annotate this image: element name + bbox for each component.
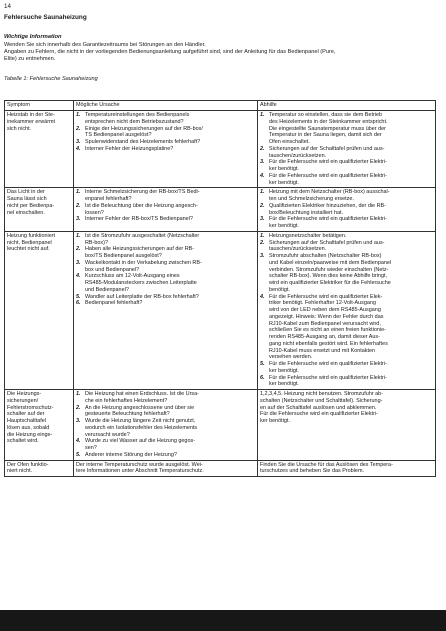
list-item xyxy=(76,391,255,405)
list-item xyxy=(76,438,255,452)
text-line: Temperatur in der Sauna liegen, damit sich der xyxy=(269,132,382,139)
item-number: 4. xyxy=(76,145,81,152)
text-line: ten und Schmelzsicherung ersetze. xyxy=(269,196,354,202)
text-line: box/TS Bedienpanel ausgelöst? xyxy=(85,253,162,259)
item-text xyxy=(269,146,433,160)
text-line: sich nicht. xyxy=(7,125,32,132)
list-item xyxy=(76,146,255,153)
text-line: Hauptschalttafel xyxy=(7,418,46,424)
list-item xyxy=(76,112,255,126)
text-line: Der interne Temperaturschutz wurde ausgelöst. Wei- xyxy=(76,461,203,468)
text-line: Finden Sie die Ursache für das Auslösen des Tempera- xyxy=(260,461,393,468)
text-line: RS485-Modulansteckers zwischen Leiterplatte xyxy=(85,280,197,286)
text-line: 1,2,3,4,5. Heizung nicht benutzen. Stromzufuhr ab- xyxy=(260,391,384,397)
symptom-cell xyxy=(5,390,74,461)
item-number: 2. xyxy=(76,125,81,132)
remedy-cell xyxy=(258,111,436,188)
text-line: enpanel fehlerhaft? xyxy=(85,196,132,202)
item-number: 3. xyxy=(76,418,81,424)
item-text xyxy=(269,112,433,146)
item-text xyxy=(269,375,433,389)
section-title: Fehlersuche Saunaheizung xyxy=(4,14,87,21)
item-number: 4. xyxy=(260,293,265,300)
cause-cell xyxy=(74,111,258,188)
text-line: schaltet wird. xyxy=(7,438,39,445)
text-line: lösen aus, sobald xyxy=(7,424,50,431)
text-line: ker benötigt. xyxy=(269,367,299,374)
text-line: gesteuerte Beleuchtung fehlerhaft? xyxy=(85,411,170,418)
text-line: gang nicht ebenfalls gestört wird. Ein fehlerhaftes xyxy=(269,340,388,347)
item-text xyxy=(85,273,255,293)
text-line: verursacht wurde? xyxy=(85,431,130,438)
item-number: 1. xyxy=(76,232,81,239)
list-item xyxy=(76,246,255,260)
list-item xyxy=(260,233,433,240)
table-row xyxy=(5,460,436,477)
text-line: schalten (Netzschalter und Schalttafel). Sicherung- xyxy=(260,397,383,404)
list-item xyxy=(76,273,255,293)
table-header-row xyxy=(5,101,436,111)
list-item xyxy=(76,233,255,247)
item-number: 2. xyxy=(260,202,265,209)
item-text xyxy=(269,189,433,203)
text-line: Heizung funktioniert xyxy=(7,232,56,239)
symptom-cell xyxy=(5,460,74,477)
table-row xyxy=(5,231,436,389)
list-item xyxy=(76,139,255,146)
item-number: 3. xyxy=(76,139,81,145)
item-text xyxy=(85,260,255,274)
text-line: Sauna lässt sich xyxy=(7,196,47,202)
remedy-cell xyxy=(258,460,436,477)
text-line: Die Heizungs- xyxy=(7,391,42,397)
list-item xyxy=(260,216,433,230)
text-line: che ein fehlerhaftes Heizelement? xyxy=(85,397,168,404)
text-line: Die eingestellte Saunatemperatur muss über der xyxy=(269,125,386,132)
text-line: Heizstab in der Ste- xyxy=(7,112,55,118)
intro-line: Angaben zu Fehlern, die nicht in der vorliegenden Bedienungsanleitung aufgeführt sind, sind der Anleitung für das Bedienpanel (Pure, xyxy=(4,49,336,56)
text-line: Heizungsnetzschalter betätigen. xyxy=(269,232,347,239)
text-line: Spulenwiderstand des Heizelements fehlerhaft? xyxy=(85,139,201,145)
text-line: ker benötigt. xyxy=(260,418,290,424)
text-line: tere Informationen unter Abschnitt Temperaturschutz. xyxy=(76,468,204,475)
table-row xyxy=(5,188,436,232)
list-item xyxy=(76,452,255,459)
item-text xyxy=(85,216,255,223)
text-line: triker benötigt. Fehlerhafter 12-Volt-Ausgang xyxy=(269,300,376,307)
text-line: lossen? xyxy=(85,209,104,216)
item-number: 6. xyxy=(76,300,81,307)
text-line: TS Bedienpanel ausgelöst? xyxy=(85,132,152,139)
symptom-cell xyxy=(5,231,74,389)
list-item xyxy=(76,294,255,301)
text-line: nel einschalten. xyxy=(7,209,45,216)
item-number: 1. xyxy=(260,189,265,196)
text-line: Temperatureinstellungen des Bedienpanels xyxy=(85,112,190,118)
text-line: schalter auf der xyxy=(7,411,45,418)
text-line: Wurde die Heizung längere Zeit nicht genutzt, xyxy=(85,418,196,424)
text-line: Interner Fehler der RB-box/TS Bedienpanel? xyxy=(85,216,193,223)
table-caption: Tabelle 1: Fehlersuche Saunaheizung xyxy=(4,76,98,82)
text-line: angezeigt. Hinweis: Wenn der Fehler durch das xyxy=(269,313,384,320)
important-info-text xyxy=(4,42,436,63)
header-symptom: Symptom xyxy=(5,101,74,111)
text-line: schalter RB-box). Wenn dies keine Abhilfe bringt, xyxy=(269,273,388,280)
remedy-cell xyxy=(258,188,436,232)
list-item xyxy=(260,240,433,254)
text-line: An die Heizung angeschlossene und über sie xyxy=(85,404,195,411)
text-line: niert nicht. xyxy=(7,468,33,475)
item-number: 5. xyxy=(260,361,265,367)
item-number: 4. xyxy=(260,172,265,179)
item-text xyxy=(85,405,255,419)
item-text xyxy=(260,391,433,425)
item-text xyxy=(85,438,255,452)
text-line: tauschen/zurücksetzen. xyxy=(269,246,327,253)
text-line: Kurzschluss am 12-Volt-Ausgang eines xyxy=(85,273,180,280)
item-number: 1. xyxy=(76,112,81,118)
text-line: und Kabel einzeln/paarweise mit dem Bedienpanel xyxy=(269,259,392,266)
text-line: Interne Schmelzsicherung der RB-box/TS Bedi- xyxy=(85,189,200,196)
text-line: box/Beleuchtung installiert hat. xyxy=(269,209,344,216)
list-item xyxy=(260,189,433,203)
text-line: RJ10-Kabel muss ersetzt und mit Kontakten xyxy=(269,347,376,354)
item-text xyxy=(269,203,433,217)
text-line: benötigt. xyxy=(269,286,290,293)
cause-cell xyxy=(74,390,258,461)
remedy-cell xyxy=(258,231,436,389)
text-line: Einige der Heizungssicherungen auf der RB-box/ xyxy=(85,125,203,132)
item-text xyxy=(85,126,255,140)
item-text xyxy=(85,203,255,217)
text-line: Sicherungen auf der Schalttafel prüfen und aus- xyxy=(269,145,385,152)
text-line: RJ10-Kabel zum Bedienpanel verursacht wird, xyxy=(269,320,381,327)
text-line: verbinden. Stromzufuhr wieder einschalten (Netz- xyxy=(269,266,389,273)
item-text xyxy=(85,189,255,203)
item-number: 2. xyxy=(76,246,81,253)
text-line: Für die Fehlersuche wird ein qualifizierter Elektri- xyxy=(269,172,387,179)
text-line: Anderer interne Störung der Heizung? xyxy=(85,451,177,458)
item-number: 3. xyxy=(260,253,265,259)
list-item xyxy=(76,418,255,438)
text-line: Das Licht in der xyxy=(7,189,45,196)
item-text xyxy=(269,216,433,230)
text-line: sicherungen/ xyxy=(7,397,39,404)
text-line: box und Bedienpanel? xyxy=(85,266,140,273)
item-text xyxy=(269,361,433,375)
troubleshooting-table xyxy=(4,100,436,477)
cause-cell xyxy=(74,460,258,477)
intro-line: Elite) zu entnehmen. xyxy=(4,56,56,63)
text-line: wodurch ein Isolationsfehler des Heizelements xyxy=(85,424,198,431)
text-line: Sicherungen auf der Schalttafel prüfen und aus- xyxy=(269,239,385,246)
text-line: Für die Fehlersuche wird ein qualifizierter Elektri- xyxy=(269,159,387,166)
list-item xyxy=(260,253,433,294)
item-text xyxy=(85,300,255,307)
text-line: Bedienpanel fehlerhaft? xyxy=(85,300,143,307)
item-text xyxy=(85,139,255,146)
item-text xyxy=(269,159,433,173)
list-item xyxy=(260,375,433,389)
text-line: inekammer erwärmt xyxy=(7,118,56,125)
list-item xyxy=(260,391,433,425)
table-row xyxy=(5,111,436,188)
text-line: Ist die Beleuchtung über die Heizung angesch- xyxy=(85,202,198,209)
text-line: die Heizung einge- xyxy=(7,431,53,438)
item-text xyxy=(85,391,255,405)
symptom-cell xyxy=(5,188,74,232)
item-number: 3. xyxy=(260,216,265,223)
text-line: Wandler auf Leiterplatte der RB-box fehlerhaft? xyxy=(85,293,199,300)
text-line: Fehlerstromschutz- xyxy=(7,404,54,411)
item-number: 1. xyxy=(76,189,81,196)
list-item xyxy=(76,126,255,140)
list-item xyxy=(260,361,433,375)
text-line: Für die Fehlersuche wird ein qualifizierter Elek- xyxy=(269,293,383,300)
list-item xyxy=(260,173,433,187)
list-item xyxy=(76,405,255,419)
list-item xyxy=(76,203,255,217)
text-line: Stromzufuhr abschalten (Netzschalter RB-box) xyxy=(269,253,382,259)
text-line: Temperatur so einstellen, dass sie dem Betrieb xyxy=(269,112,383,118)
remedy-cell xyxy=(258,390,436,461)
text-line: tauschen/zurücksetzen. xyxy=(269,152,327,159)
list-item xyxy=(260,146,433,160)
item-number: 2. xyxy=(260,239,265,246)
text-line: Wackelkontakt in der Verkabelung zwischen RB- xyxy=(85,259,202,266)
text-line: en auf der Schalttafel auslösen und abklemmen. xyxy=(260,404,377,411)
text-line: Für die Fehlersuche wird ein qualifizierter Elektri- xyxy=(269,374,387,381)
list-item xyxy=(260,112,433,146)
item-text xyxy=(85,418,255,438)
item-number: 5. xyxy=(76,293,81,300)
important-info-title: Wichtige Information xyxy=(4,34,62,40)
text-line: Der Ofen funktio- xyxy=(7,461,49,468)
list-item xyxy=(260,203,433,217)
list-item xyxy=(76,189,255,203)
item-text xyxy=(85,294,255,301)
table-row xyxy=(5,390,436,461)
item-number: 2. xyxy=(260,145,265,152)
text-line: und Bedienpanel? xyxy=(85,286,129,293)
item-number: 1. xyxy=(260,112,265,118)
intro-line: Wenden Sie sich innerhalb des Garantiezeitraums bei Störungen an den Händler. xyxy=(4,42,206,48)
item-text xyxy=(269,173,433,187)
list-item xyxy=(76,216,255,223)
item-number: 5. xyxy=(76,451,81,458)
item-number: 4. xyxy=(76,438,81,445)
text-line: Haben alle Heizungssicherungen auf der RB- xyxy=(85,246,195,253)
symptom-cell xyxy=(5,111,74,188)
list-item xyxy=(76,300,255,307)
text-line: Qualifizierten Elektriker hinzuziehen, der die RB- xyxy=(269,202,386,209)
item-number: 4. xyxy=(76,273,81,280)
page-number: 14 xyxy=(4,3,11,10)
text-line: versehen werden. xyxy=(269,354,313,361)
text-line: Für die Fehlersuche wird ein qualifizierter Elektri- xyxy=(269,216,387,223)
item-number: 1. xyxy=(76,391,81,397)
text-line: ker benötigt. xyxy=(269,381,299,388)
text-line: sen? xyxy=(85,445,97,451)
item-text xyxy=(85,246,255,260)
text-line: leuchtet nicht auf. xyxy=(7,246,50,253)
item-number: 6. xyxy=(260,374,265,381)
item-text xyxy=(269,240,433,254)
item-text xyxy=(85,233,255,247)
footer-bar xyxy=(0,610,446,631)
item-number: 1. xyxy=(260,232,265,239)
text-line: Wurde zu viel Wasser auf die Heizung gegos- xyxy=(85,438,196,445)
item-text xyxy=(85,146,255,153)
item-number: 2. xyxy=(76,404,81,411)
text-line: wird von der LED neben dem RS485-Ausgang xyxy=(269,307,381,313)
item-text xyxy=(269,233,433,240)
cause-cell xyxy=(74,231,258,389)
list-item xyxy=(260,159,433,173)
item-text xyxy=(269,294,433,362)
text-line: nicht per Bedienpa- xyxy=(7,202,55,209)
text-line: renden RS485-Ausgang an, damit dieser Aus- xyxy=(269,334,380,340)
item-number: 2. xyxy=(76,202,81,209)
header-remedy: Abhilfe xyxy=(258,101,436,111)
list-item xyxy=(76,260,255,274)
item-text xyxy=(269,253,433,294)
text-line: RB-box)? xyxy=(85,239,108,246)
text-line: Interner Fehler der Heizungsplatine? xyxy=(85,145,174,152)
text-line: ker benötigt. xyxy=(269,166,299,172)
text-line: wird ein qualifizierter Elektriker für die Fehlersuche xyxy=(269,280,391,286)
text-line: Heizung mit dem Netzschalter (RB-box) ausschal- xyxy=(269,189,390,196)
text-line: schließen Sie es nicht an einen freien funktionie- xyxy=(269,327,386,334)
text-line: ker benötigt. xyxy=(269,223,299,229)
text-line: Ofen einschaltet. xyxy=(269,139,310,145)
item-number: 3. xyxy=(76,216,81,223)
item-number: 3. xyxy=(260,159,265,166)
text-line: Ist die Stromzufuhr ausgeschaltet (Netzschalter xyxy=(85,232,200,239)
text-line: Die Heizung hat einen Erdschluss. Ist die Ursa- xyxy=(85,391,199,397)
header-cause: Mögliche Ursache xyxy=(74,101,258,111)
text-line: entsprechen nicht dem Betriebszustand? xyxy=(85,118,184,125)
item-number: 3. xyxy=(76,259,81,266)
text-line: turschutzes und beheben Sie das Problem. xyxy=(260,468,364,475)
text-line: Für die Fehlersuche wird ein qualifizierter Elektri- xyxy=(260,411,378,418)
text-line: Für die Fehlersuche wird ein qualifizierter Elektri- xyxy=(269,361,387,367)
text-line: nicht, Bedienpanel xyxy=(7,239,52,246)
text-line: des Heizelements in der Steinkammer entspricht. xyxy=(269,118,388,125)
text-line: ker benötigt. xyxy=(269,179,299,186)
cause-cell xyxy=(74,188,258,232)
item-text xyxy=(85,112,255,126)
list-item xyxy=(260,294,433,362)
item-text xyxy=(85,452,255,459)
